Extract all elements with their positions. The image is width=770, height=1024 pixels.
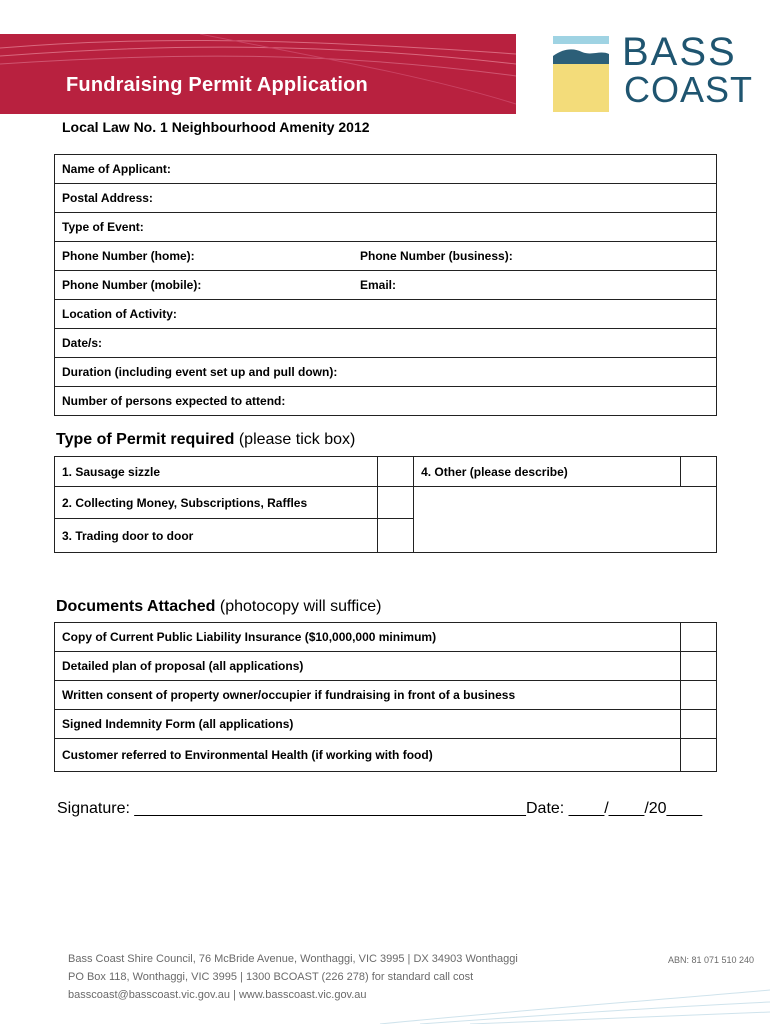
footer-address: Bass Coast Shire Council, 76 McBride Avenue, Wonthaggi, VIC 3995 | DX 34903 Wonthaggi: [68, 953, 518, 965]
permit-heading-bold: Type of Permit required: [56, 431, 235, 448]
checkbox-trading-door-to-door[interactable]: [377, 519, 413, 553]
field-phone-home[interactable]: Phone Number (home):: [55, 242, 354, 271]
field-email[interactable]: Email:: [353, 271, 717, 300]
permit-type-table: [54, 456, 717, 553]
document-item-consent: Written consent of property owner/occupier if fundraising in front of a business: [55, 681, 681, 710]
footer-abn: ABN: 81 071 510 240: [668, 955, 755, 965]
permit-option-collecting-money: 2. Collecting Money, Subscriptions, Raffles: [55, 487, 378, 519]
document-item-insurance: Copy of Current Public Liability Insurance ($10,000,000 minimum): [55, 623, 681, 652]
logo-text-coast: COAST: [624, 69, 754, 110]
checkbox-consent[interactable]: [681, 681, 717, 710]
local-law-subtitle: Local Law No. 1 Neighbourhood Amenity 2012: [62, 119, 370, 135]
document-item-plan: Detailed plan of proposal (all applications): [55, 652, 681, 681]
logo-mark-icon: [552, 34, 610, 114]
checkbox-plan[interactable]: [681, 652, 717, 681]
permit-option-trading-door-to-door: 3. Trading door to door: [55, 519, 378, 553]
permit-option-sausage-sizzle: 1. Sausage sizzle: [55, 457, 378, 487]
document-item-environmental-health: Customer referred to Environmental Health (if working with food): [55, 739, 681, 772]
date-line[interactable]: Date: ____/____/20____: [526, 800, 703, 817]
field-postal-address[interactable]: Postal Address:: [55, 184, 717, 213]
documents-section-heading: [56, 598, 381, 616]
page-title: Fundraising Permit Application: [66, 74, 368, 96]
other-description-box[interactable]: [414, 487, 717, 553]
checkbox-environmental-health[interactable]: [681, 739, 717, 772]
checkbox-other[interactable]: [680, 457, 716, 487]
field-phone-mobile[interactable]: Phone Number (mobile):: [55, 271, 354, 300]
applicant-details-table: [54, 154, 717, 416]
field-duration[interactable]: Duration (including event set up and pull down):: [55, 358, 717, 387]
checkbox-indemnity[interactable]: [681, 710, 717, 739]
permit-heading-note: (please tick box): [234, 431, 356, 448]
document-item-indemnity: Signed Indemnity Form (all applications): [55, 710, 681, 739]
field-persons-expected[interactable]: Number of persons expected to attend:: [55, 387, 717, 416]
field-phone-business[interactable]: Phone Number (business):: [353, 242, 717, 271]
footer-po-box: PO Box 118, Wonthaggi, VIC 3995 | 1300 BCOAST (226 278) for standard call cost: [68, 971, 474, 983]
checkbox-collecting-money[interactable]: [377, 487, 413, 519]
checkbox-insurance[interactable]: [681, 623, 717, 652]
checkbox-sausage-sizzle[interactable]: [377, 457, 413, 487]
permit-section-heading: [56, 431, 355, 449]
signature-line[interactable]: Signature: ____________________________________________: [57, 800, 526, 817]
footer-contact: basscoast@basscoast.vic.gov.au | www.basscoast.vic.gov.au: [68, 989, 367, 1001]
bass-coast-logo: [552, 30, 754, 116]
field-dates[interactable]: Date/s:: [55, 329, 717, 358]
logo-text-bass: BASS: [622, 30, 737, 74]
documents-heading-note: (photocopy will suffice): [215, 598, 382, 615]
permit-option-other: 4. Other (please describe): [414, 457, 681, 487]
documents-table: [54, 622, 717, 772]
field-name-of-applicant[interactable]: Name of Applicant:: [55, 155, 717, 184]
documents-heading-bold: Documents Attached: [56, 598, 216, 615]
field-type-of-event[interactable]: Type of Event:: [55, 213, 717, 242]
field-location-of-activity[interactable]: Location of Activity:: [55, 300, 717, 329]
